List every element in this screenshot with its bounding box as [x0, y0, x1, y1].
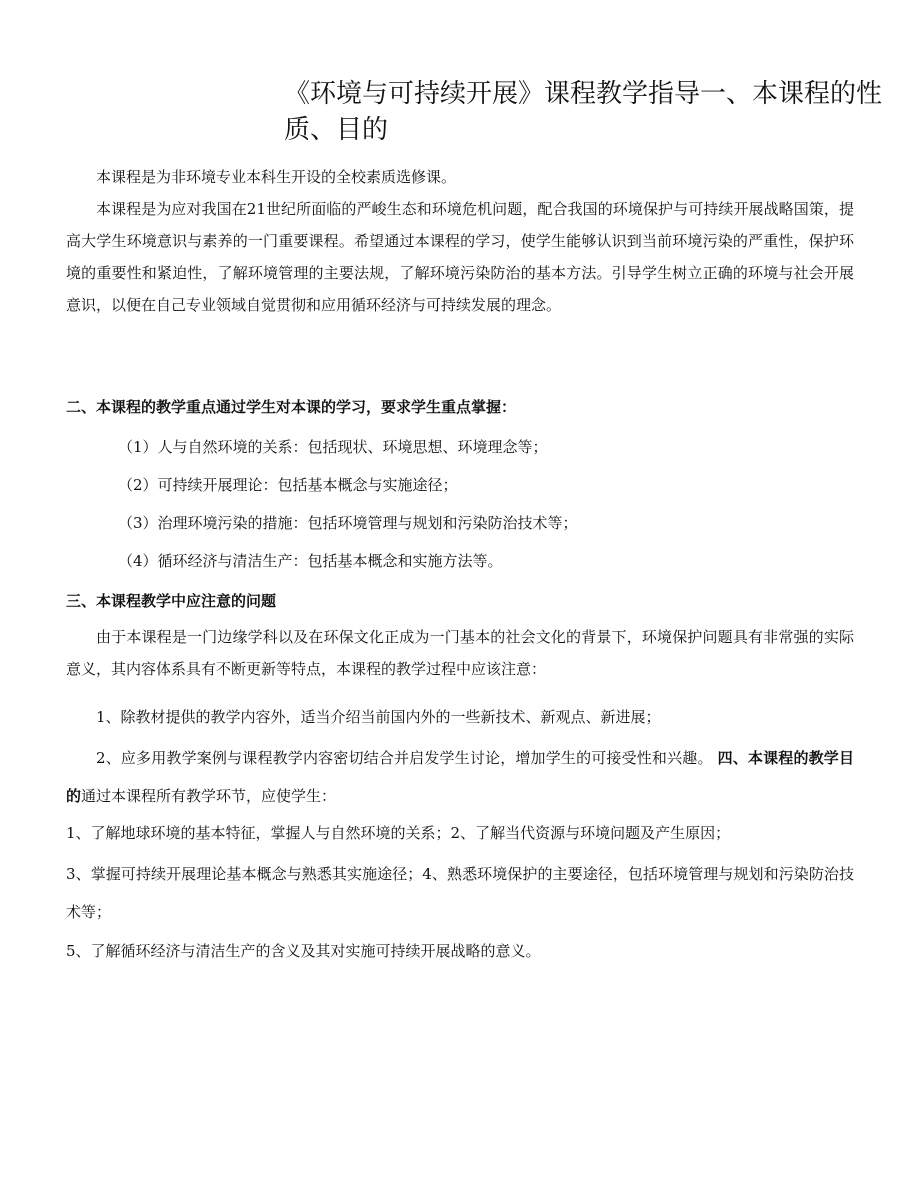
section-2-heading: 二、本课程的教学重点通过学生对本课的学习，要求学生重点掌握：	[66, 398, 517, 416]
intro-paragraph-1: 本课程是为非环境专业本科生开设的全校素质选修课。	[96, 168, 457, 186]
page-title: 《环境与可持续开展》课程教学指导一、本课程的性质、目的	[284, 79, 883, 145]
section-4-heading-part-2: 课程的教学目的	[66, 749, 854, 805]
section-3-item-2: 2、应多用教学案例与课程教学内容密切结合并启发学生讨论，增加学生的可接受性和兴趣。	[96, 749, 713, 767]
section-4-line-1: 1、了解地球环境的基本特征，掌握人与自然环境的关系；2、了解当代资源与环境问题及产生原因；	[66, 824, 731, 842]
section-2-item: （3）治理环境污染的措施：包括环境管理与规划和污染防治技术等；	[118, 514, 578, 532]
section-3-item-1: 1、除教材提供的教学内容外，适当介绍当前国内外的一些新技术、新观点、新进展；	[96, 708, 661, 726]
section-2-item: （4）循环经济与清洁生产：包括基本概念和实施方法等。	[118, 552, 503, 570]
section-3-paragraph: 由于本课程是一门边缘学科以及在环保文化正成为一门基本的社会文化的背景下，环境保护问题具有非常强的实际意义，其内容体系具有不断更新等特点，本课程的教学过程中应该注意：	[66, 628, 854, 678]
section-4-heading-part-1: 四、本	[717, 749, 764, 767]
section-4-line-3: 5、了解循环经济与清洁生产的含义及其对实施可持续开展战略的意义。	[66, 942, 541, 960]
section-3-item-2-with-section-4-heading	[66, 739, 854, 815]
section-2-item: （2）可持续开展理论：包括基本概念与实施途径；	[118, 476, 458, 494]
section-3-heading: 三、本课程教学中应注意的问题	[66, 592, 277, 610]
intro-paragraph-2: 本课程是为应对我国在21世纪所面临的严峻生态和环境危机问题，配合我国的环境保护与可持续开展战略国策，提高大学生环境意识与素养的一门重要课程。希望通过本课程的学习，使学生能够认识到当前环境污染的严重性，保护环境的重要性和紧迫性，了解环境管理的主要法规，了解环境污染防治的基本方法。引导学生树立正确的环境与社会开展意识，以便在自己专业领域自觉贯彻和应用循环经济与可持续发展的理念。	[66, 200, 854, 314]
section-4-lead: 通过本课程所有教学环节，应使学生：	[81, 787, 337, 805]
section-2-item: （1）人与自然环境的关系：包括现状、环境思想、环境理念等；	[118, 438, 548, 456]
section-4-line-2: 3、掌握可持续开展理论基本概念与熟悉其实施途径；4、熟悉环境保护的主要途径，包括环境管理与规划和污染防治技术等；	[66, 865, 854, 921]
